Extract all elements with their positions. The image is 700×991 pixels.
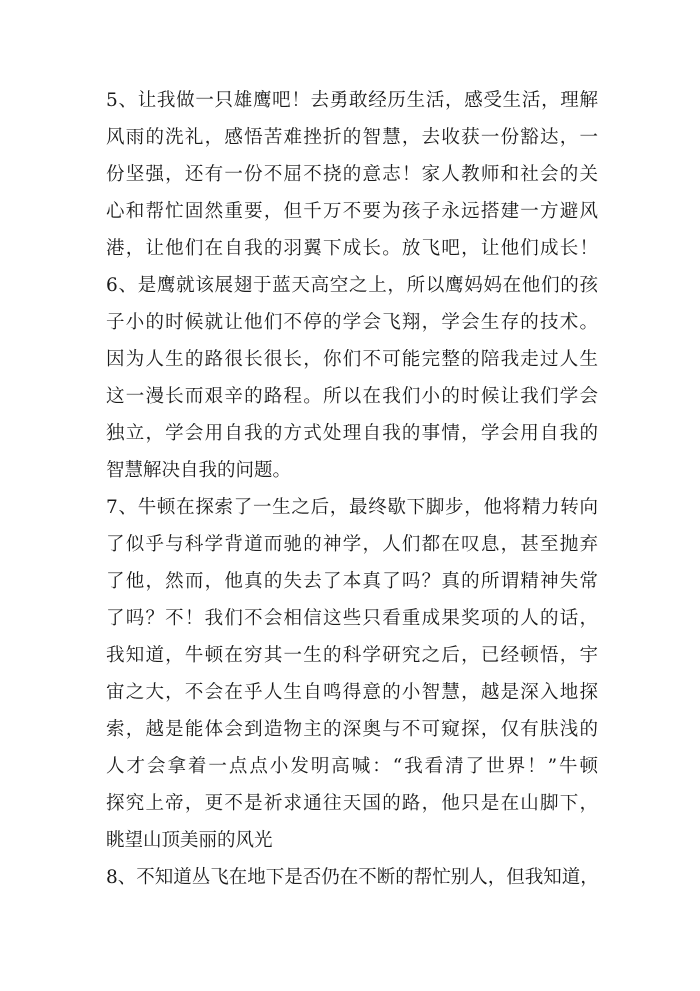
text-line: 宙之大，不会在乎人生自鸣得意的小智慧，越是深入地探 bbox=[106, 682, 598, 703]
text-line: 了吗？不！我们不会相信这些只看重成果奖项的人的话， bbox=[106, 608, 598, 629]
text-line: 6、是鹰就该展翅于蓝天高空之上，所以鹰妈妈在他们的孩 bbox=[106, 275, 598, 296]
text-line: 索，越是能体会到造物主的深奥与不可窥探，仅有肤浅的 bbox=[106, 719, 598, 740]
text-line: 子小的时候就让他们不停的学会飞翔，学会生存的技术。 bbox=[106, 312, 598, 333]
text-line: 因为人生的路很长很长，你们不可能完整的陪我走过人生 bbox=[106, 349, 598, 370]
text-line: 港，让他们在自我的羽翼下成长。放飞吧，让他们成长！ bbox=[106, 238, 598, 259]
text-line: 8、不知道丛飞在地下是否仍在不断的帮忙别人，但我知道， bbox=[106, 867, 599, 888]
text-line: 心和帮忙固然重要，但千万不要为孩子永远搭建一方避风 bbox=[106, 201, 598, 222]
text-line: 了他，然而，他真的失去了本真了吗？真的所谓精神失常 bbox=[106, 571, 598, 592]
text-line: 独立，学会用自我的方式处理自我的事情，学会用自我的 bbox=[106, 423, 598, 444]
text-line: 7、牛顿在探索了一生之后，最终歇下脚步，他将精力转向 bbox=[106, 497, 598, 518]
text-line: 人才会拿着一点点小发明高喊：“我看清了世界！”牛顿 bbox=[106, 756, 598, 777]
text-line: 眺望山顶美丽的风光 bbox=[106, 830, 273, 851]
text-line: 智慧解决自我的问题。 bbox=[106, 460, 292, 481]
text-line: 这一漫长而艰辛的路程。所以在我们小的时候让我们学会 bbox=[106, 386, 598, 407]
text-line: 份坚强，还有一份不屈不挠的意志！家人教师和社会的关 bbox=[106, 164, 598, 185]
text-line: 我知道，牛顿在穷其一生的科学研究之后，已经顿悟，宇 bbox=[106, 645, 598, 666]
text-line: 5、让我做一只雄鹰吧！去勇敢经历生活，感受生活，理解 bbox=[106, 90, 598, 111]
text-line: 了似乎与科学背道而驰的神学，人们都在叹息，甚至抛弃 bbox=[106, 534, 598, 555]
text-line: 风雨的洗礼，感悟苦难挫折的智慧，去收获一份豁达，一 bbox=[106, 127, 598, 148]
text-line: 探究上帝，更不是祈求通往天国的路，他只是在山脚下， bbox=[106, 793, 598, 814]
